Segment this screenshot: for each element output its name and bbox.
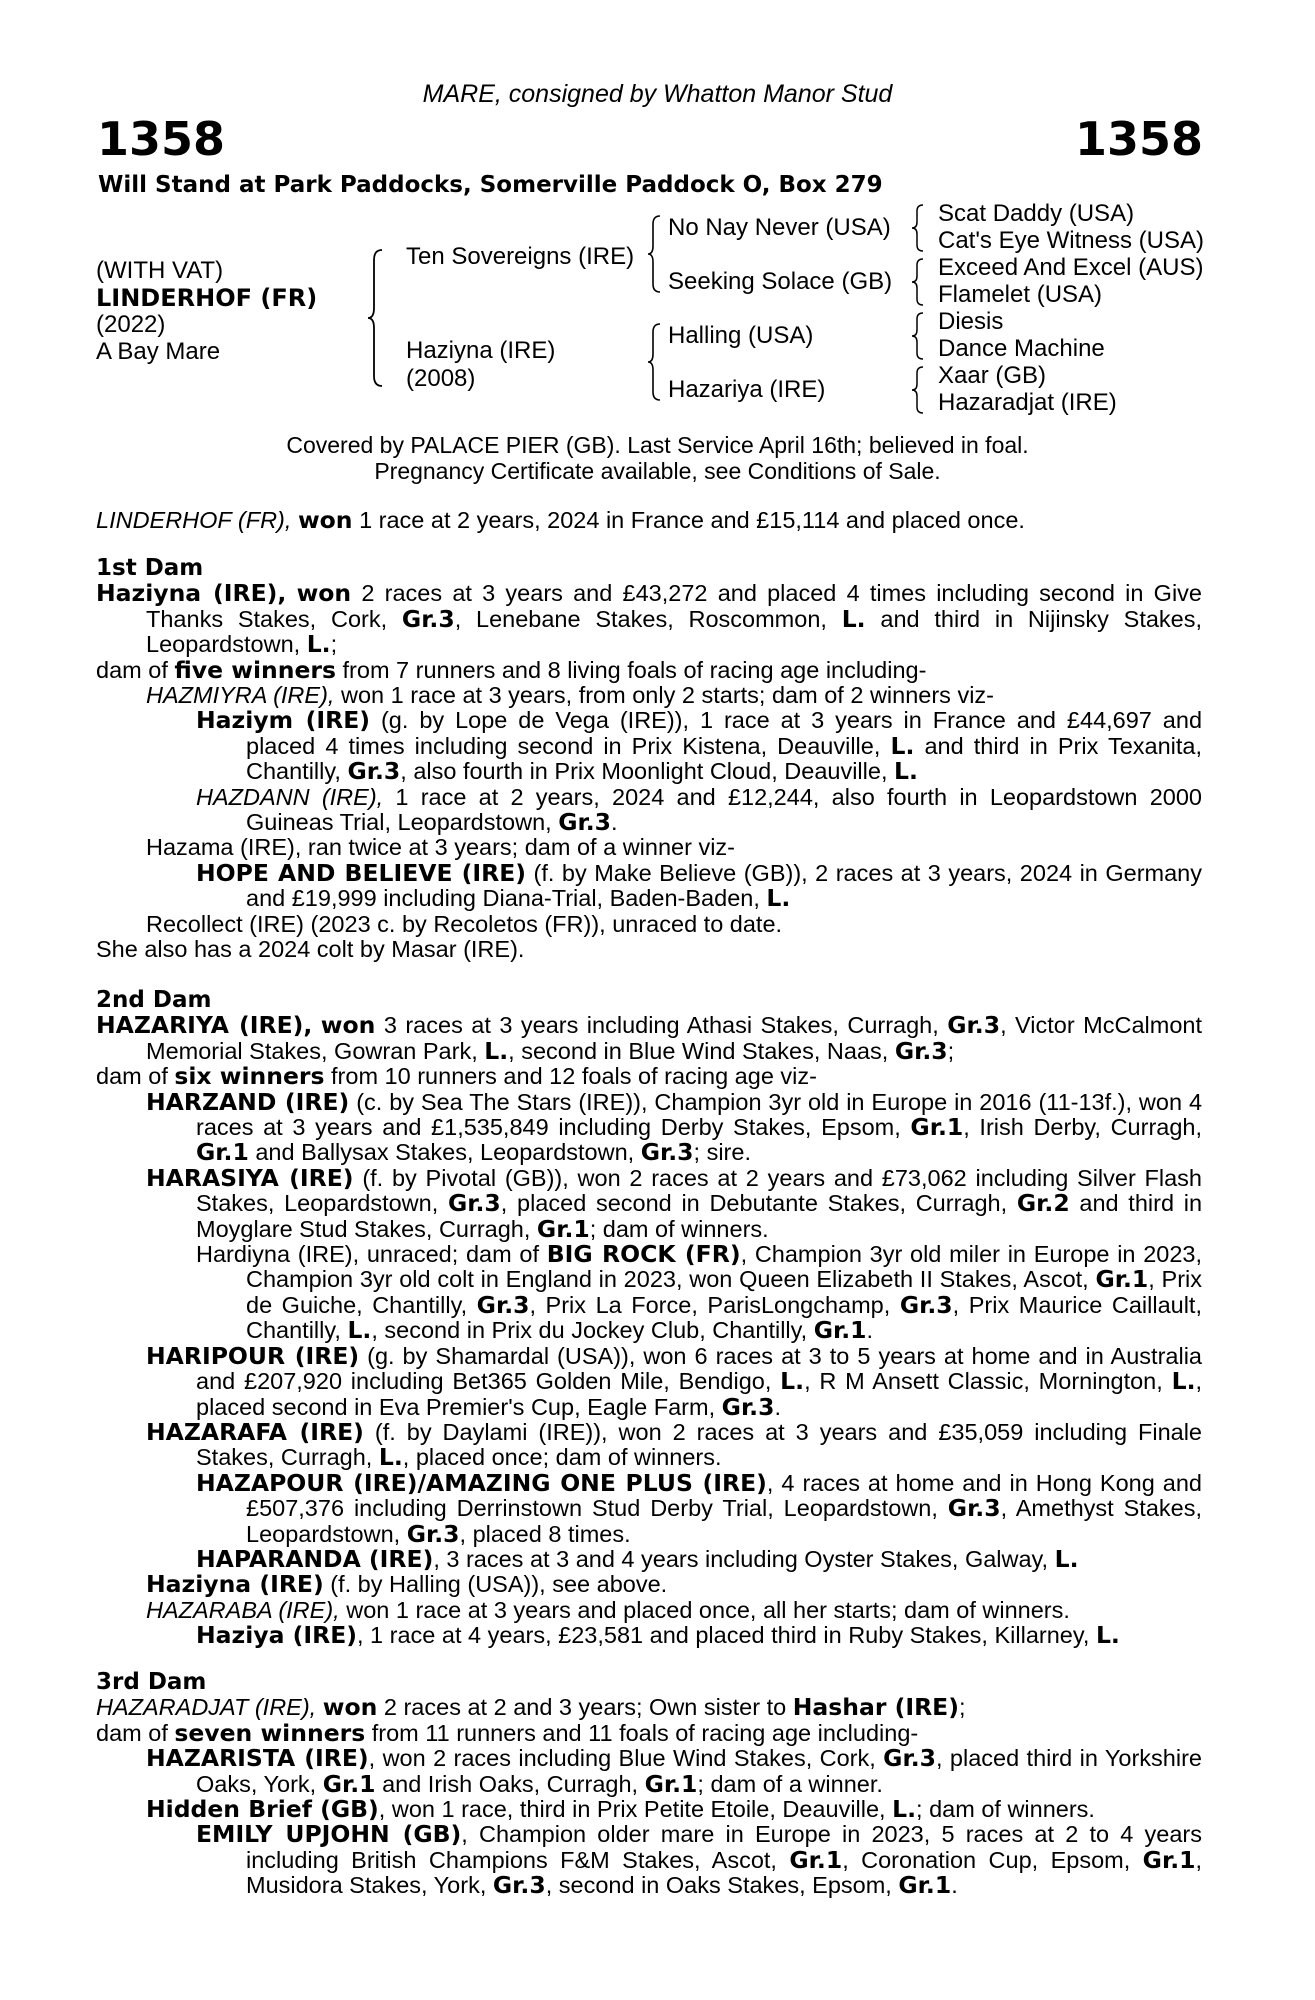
pedigree-dam: Haziyna (IRE) bbox=[406, 337, 556, 364]
summary-name: LINDERHOF (FR), bbox=[96, 507, 292, 533]
lot-number-left: 1358 bbox=[97, 112, 226, 166]
pedigree-sire-bracket bbox=[648, 214, 664, 294]
second-dam-foal-hardiyna: Hardiyna (IRE), unraced; dam of BIG ROCK (FR), Champion 3yr old miler in Europe in 2023, Champion 3yr old colt in England in 2023, won Queen Elizabeth II Stakes, Ascot, Gr.1, Prix de Guiche, Chantilly, Gr.3, Prix La Force, ParisLongchamp, Gr.3, Prix Maurice Caillault, Chantilly, L., second in Prix du Jockey Club, Chantilly, Gr.1. bbox=[196, 1240, 1203, 1345]
horse-name: LINDERHOF (FR) bbox=[96, 284, 318, 312]
third-dam-foal-hazarista: HAZARISTA (IRE), won 2 races including Blue Wind Stakes, Cork, Gr.3, placed third in Yorkshire Oaks, York, Gr.1 and Irish Oaks, Curragh, Gr.1; dam of a winner. bbox=[146, 1744, 1202, 1798]
summary-rest: 1 race at 2 years, 2024 in France and £15,114 and placed once. bbox=[359, 507, 1025, 533]
pedigree-main-bracket bbox=[368, 248, 388, 388]
pedigree-dam-dam: Hazariya (IRE) bbox=[668, 376, 826, 403]
pedigree-sss: Scat Daddy (USA) bbox=[938, 200, 1135, 227]
pedigree-bracket-gg3 bbox=[912, 311, 926, 361]
second-dam-heading: 2nd Dam bbox=[96, 987, 212, 1013]
third-dam-heading: 3rd Dam bbox=[96, 1669, 207, 1695]
horse-description: A Bay Mare bbox=[96, 338, 221, 365]
first-dam-foal-recollect: Recollect (IRE) (2023 c. by Recoletos (FR)), unraced to date. bbox=[146, 910, 783, 937]
third-dam-record: HAZARADJAT (IRE), won 2 races at 2 and 3 years; Own sister to Hashar (IRE); bbox=[96, 1693, 966, 1722]
third-dam-produce-summary: dam of seven winners from 11 runners and 11 foals of racing age including- bbox=[96, 1718, 919, 1747]
first-dam-record: Haziyna (IRE), won 2 races at 3 years and £43,272 and placed 4 times including second in Give Thanks Stakes, Cork, Gr.3, Lenebane Stakes, Roscommon, L. and third in Nijinsky Stakes, Leopardstown, L.; bbox=[96, 579, 1203, 659]
first-dam-foal-hazdann: HAZDANN (IRE), 1 race at 2 years, 2024 and £12,244, also fourth in Leopardstown 2000 Guineas Trial, Leopardstown, Gr.3. bbox=[196, 783, 1202, 837]
covering-line-1: Covered by PALACE PIER (GB). Last Service April 16th; believed in foal. bbox=[286, 432, 1029, 458]
pedigree-sds: Exceed And Excel (AUS) bbox=[938, 254, 1204, 281]
pedigree-sire-sire: No Nay Never (USA) bbox=[668, 214, 891, 241]
first-dam-foal-hazama: Hazama (IRE), ran twice at 3 years; dam of a winner viz- bbox=[146, 834, 736, 861]
third-dam-foal-hidden-brief: Hidden Brief (GB), won 1 race, third in Prix Petite Etoile, Deauville, L.; dam of winners. bbox=[146, 1795, 1095, 1824]
second-dam-foal-harzand: HARZAND (IRE) (c. by Sea The Stars (IRE)), Champion 3yr old in Europe in 2016 (11-13f.), won 4 races at 3 years and £1,535,849 including Derby Stakes, Epsom, Gr.1, Irish Derby, Curragh, Gr.1 and Ballysax Stakes, Leopardstown, Gr.3; sire. bbox=[146, 1087, 1203, 1167]
covering-line-2: Pregnancy Certificate available, see Conditions of Sale. bbox=[374, 458, 941, 484]
summary-section bbox=[96, 508, 1202, 533]
second-dam-record: HAZARIYA (IRE), won 3 races at 3 years including Athasi Stakes, Curragh, Gr.3, Victor McCalmont Memorial Stakes, Gowran Park, L., second in Blue Wind Stakes, Naas, Gr.3; bbox=[96, 1011, 1202, 1065]
third-dam-section bbox=[96, 1670, 1202, 1899]
second-dam-foal-hazapour: HAZAPOUR (IRE)/AMAZING ONE PLUS (IRE), 4 races at home and in Hong Kong and £507,376 including Derrinstown Stud Derby Trial, Leopardstown, Gr.3, Amethyst Stakes, Leopardstown, Gr.3, placed 8 times. bbox=[196, 1468, 1203, 1548]
first-dam-heading: 1st Dam bbox=[96, 555, 204, 581]
horse-year: (2022) bbox=[96, 311, 166, 338]
pedigree-dam-bracket bbox=[648, 322, 664, 402]
first-dam-foal-hope-and-believe: HOPE AND BELIEVE (IRE) (f. by Make Believe (GB)), 2 races at 3 years, 2024 in Germany and £19,999 including Diana-Trial, Baden-Baden, L. bbox=[196, 858, 1202, 913]
second-dam-foal-haziya: Haziya (IRE), 1 race at 4 years, £23,581 and placed third in Ruby Stakes, Killarney, L. bbox=[196, 1621, 1120, 1650]
pedigree-dam-year: (2008) bbox=[406, 365, 476, 392]
pedigree-ssd: Cat's Eye Witness (USA) bbox=[938, 227, 1204, 254]
second-dam-foal-haripour: HARIPOUR (IRE) (g. by Shamardal (USA)), won 6 races at 3 to 5 years at home and in Australia and £207,920 including Bet365 Golden Mile, Bendigo, L., R M Ansett Classic, Mornington, L., placed second in Eva Premier's Cup, Eagle Farm, Gr.3. bbox=[146, 1341, 1203, 1421]
consignment-line: MARE, consigned by Whatton Manor Stud bbox=[422, 80, 893, 108]
lot-number-right: 1358 bbox=[1074, 112, 1203, 166]
pedigree-dss: Diesis bbox=[938, 308, 1004, 335]
pedigree-dds: Xaar (GB) bbox=[938, 362, 1047, 389]
pedigree-bracket-gg2 bbox=[912, 257, 926, 307]
first-dam-foal-hazmiyra: HAZMIYRA (IRE), won 1 race at 3 years, from only 2 starts; dam of 2 winners viz- bbox=[146, 682, 995, 709]
pedigree-sdd: Flamelet (USA) bbox=[938, 281, 1103, 308]
second-dam-foal-hazaraba: HAZARABA (IRE), won 1 race at 3 years and placed once, all her starts; dam of winners. bbox=[146, 1596, 1070, 1623]
pedigree-dam-sire: Halling (USA) bbox=[668, 322, 814, 349]
pedigree-dsd: Dance Machine bbox=[938, 335, 1105, 362]
second-dam-foal-harasiya: HARASIYA (IRE) (f. by Pivotal (GB)), won 2 races at 2 years and £73,062 including Silver Flash Stakes, Leopardstown, Gr.3, placed second in Debutante Stakes, Curragh, Gr.2 and third in Moyglare Stud Stakes, Curragh, Gr.1; dam of winners. bbox=[146, 1163, 1203, 1243]
first-dam-section bbox=[96, 556, 1202, 963]
second-dam-produce-summary: dam of six winners from 10 runners and 12 foals of racing age viz- bbox=[96, 1062, 817, 1091]
pedigree-ddd: Hazaradjat (IRE) bbox=[938, 389, 1117, 416]
second-dam-section bbox=[96, 988, 1202, 1649]
first-dam-current-foal: She also has a 2024 colt by Masar (IRE). bbox=[96, 936, 525, 963]
stand-location: Will Stand at Park Paddocks, Somerville Paddock O, Box 279 bbox=[98, 172, 883, 198]
pedigree-sire: Ten Sovereigns (IRE) bbox=[406, 243, 635, 270]
first-dam-foal-haziym: Haziym (IRE) (g. by Lope de Vega (IRE)), 1 race at 3 years in France and £44,697 and placed 4 times including second in Prix Kistena, Deauville, L. and third in Prix Texanita, Chantilly, Gr.3, also fourth in Prix Moonlight Cloud, Deauville, L. bbox=[196, 706, 1203, 786]
pedigree-bracket-gg1 bbox=[912, 203, 926, 253]
second-dam-foal-haparanda: HAPARANDA (IRE), 3 races at 3 and 4 years including Oyster Stakes, Galway, L. bbox=[196, 1544, 1079, 1573]
third-dam-foal-emily-upjohn: EMILY UPJOHN (GB), Champion older mare in Europe in 2023, 5 races at 2 to 4 years including British Champions F&M Stakes, Ascot, Gr.1, Coronation Cup, Epsom, Gr.1, Musidora Stakes, York, Gr.3, second in Oaks Stakes, Epsom, Gr.1. bbox=[196, 1820, 1203, 1900]
pedigree-sire-dam: Seeking Solace (GB) bbox=[668, 268, 893, 295]
second-dam-foal-haziyna: Haziyna (IRE) (f. by Halling (USA)), see above. bbox=[146, 1570, 668, 1599]
second-dam-foal-hazarafa: HAZARAFA (IRE) (f. by Daylami (IRE)), won 2 races at 3 years and £35,059 including Finale Stakes, Curragh, L., placed once; dam of winners. bbox=[146, 1417, 1202, 1472]
summary-won: won bbox=[297, 506, 353, 534]
pedigree-bracket-gg4 bbox=[912, 365, 926, 415]
vat-note: (WITH VAT) bbox=[96, 257, 224, 284]
first-dam-produce-summary: dam of five winners from 7 runners and 8 living foals of racing age including- bbox=[96, 655, 927, 684]
